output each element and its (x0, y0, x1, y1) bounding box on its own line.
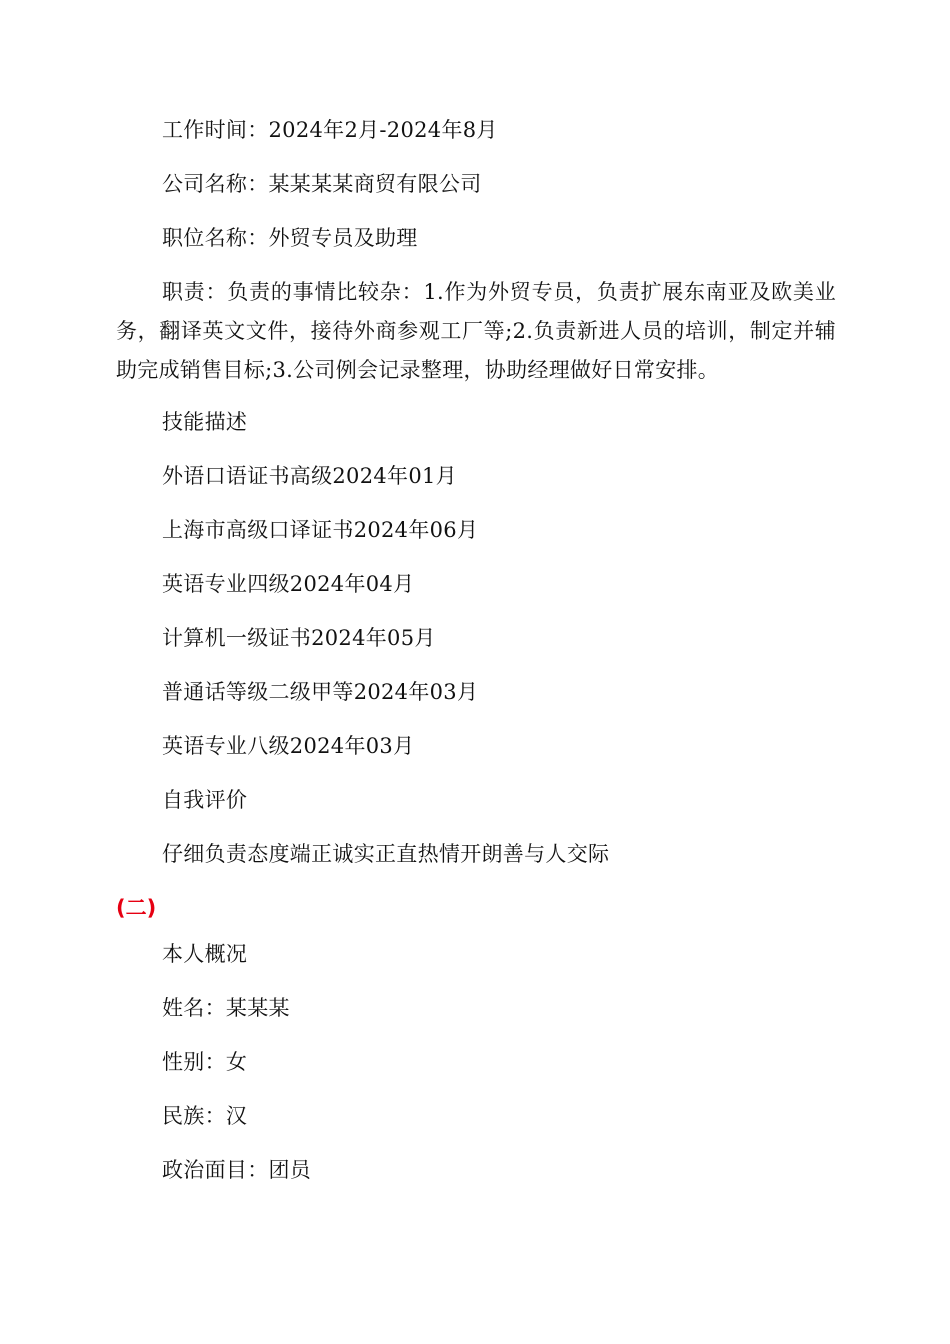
profile-gender: 性别：女 (162, 1050, 248, 1074)
skill-item: 外语口语证书高级2024年01月 (162, 464, 457, 488)
skill-item: 普通话等级二级甲等2024年03月 (162, 680, 479, 704)
company-name: 公司名称：某某某某商贸有限公司 (162, 172, 482, 196)
profile-political-status: 政治面目：团员 (162, 1158, 312, 1182)
skill-item: 英语专业四级2024年04月 (162, 572, 415, 596)
duties-paragraph: 职责：负责的事情比较杂：1.作为外贸专员，负责扩展东南亚及欧美业务，翻译英文文件，接待外商参观工厂等;2.负责新进人员的培训，制定并辅助完成销售目标;3.公司例会记录整理，协助经理做好日常安排。 (116, 280, 836, 382)
self-evaluation-text: 仔细负责态度端正诚实正直热情开朗善与人交际 (162, 842, 610, 866)
skills-heading: 技能描述 (162, 410, 248, 434)
self-evaluation-heading: 自我评价 (162, 788, 248, 812)
skill-item: 上海市高级口译证书2024年06月 (162, 518, 479, 542)
work-time: 工作时间：2024年2月-2024年8月 (162, 118, 498, 142)
section-two-mark: (二) (116, 896, 157, 920)
profile-heading: 本人概况 (162, 942, 248, 966)
skill-item: 英语专业八级2024年03月 (162, 734, 415, 758)
profile-ethnicity: 民族：汉 (162, 1104, 248, 1128)
skill-item: 计算机一级证书2024年05月 (162, 626, 436, 650)
position-name: 职位名称：外贸专员及助理 (162, 226, 418, 250)
profile-name: 姓名：某某某 (162, 996, 290, 1020)
